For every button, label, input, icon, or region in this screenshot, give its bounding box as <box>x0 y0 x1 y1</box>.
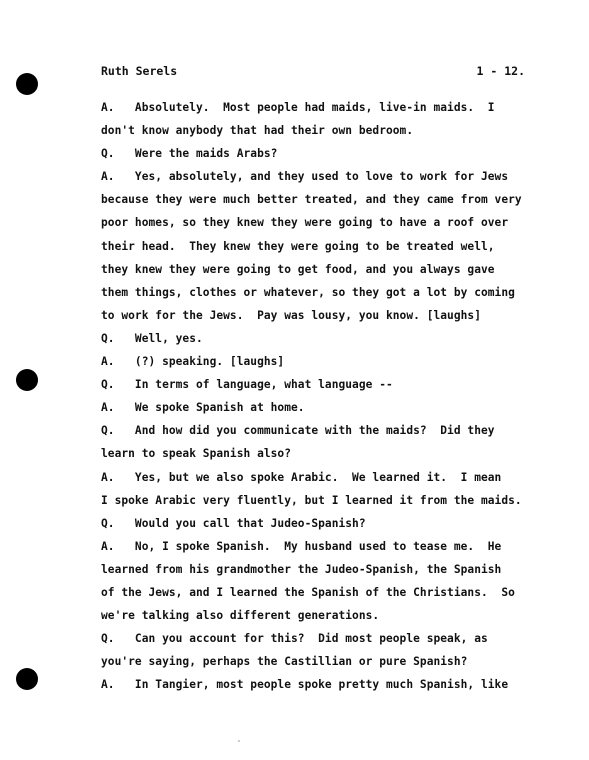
transcript-line: Q. Can you account for this? Did most people speak, as <box>101 632 488 646</box>
scan-speck <box>238 740 240 742</box>
transcript-line: learn to speak Spanish also? <box>101 447 291 461</box>
transcript-line: because they were much better treated, and they came from very <box>101 193 522 207</box>
transcript-line: of the Jews, and I learned the Spanish of the Christians. So <box>101 585 515 599</box>
transcript-line: we're talking also different generations. <box>101 609 380 623</box>
binder-hole-top <box>16 73 38 95</box>
transcript-line: Q. And how did you communicate with the maids? Did they <box>101 424 495 438</box>
binder-hole-middle <box>16 369 38 391</box>
transcript-line: to work for the Jews. Pay was lousy, you know. [laughs] <box>101 308 481 322</box>
transcript-line: learned from his grandmother the Judeo-Spanish, the Spanish <box>101 562 502 576</box>
transcript-line: Q. Were the maids Arabs? <box>101 147 278 161</box>
transcript-line: they knew they were going to get food, and you always gave <box>101 262 495 276</box>
transcript-line: their head. They knew they were going to be treated well, <box>101 239 495 253</box>
transcript-line: Q. Well, yes. <box>101 331 203 345</box>
transcript-line: you're saying, perhaps the Castillian or pure Spanish? <box>101 655 468 669</box>
transcript-line: I spoke Arabic very fluently, but I learned it from the maids. <box>101 493 522 507</box>
interviewee-name: Ruth Serels <box>101 64 178 78</box>
transcript-line: A. Yes, but we also spoke Arabic. We learned it. I mean <box>101 470 502 484</box>
transcript-line: Q. In terms of language, what language -- <box>101 378 393 392</box>
transcript-line: A. Absolutely. Most people had maids, live-in maids. I <box>101 101 495 114</box>
transcript-line: A. In Tangier, most people spoke pretty much Spanish, like <box>101 678 509 692</box>
transcript-line: don't know anybody that had their own bedroom. <box>101 124 414 138</box>
transcript-line: poor homes, so they knew they were going to have a roof over <box>101 216 509 230</box>
transcript-line: them things, clothes or whatever, so they got a lot by coming <box>101 285 515 299</box>
transcript-line: A. Yes, absolutely, and they used to love to work for Jews <box>101 170 509 184</box>
transcript-line: A. (?) speaking. [laughs] <box>101 355 285 369</box>
transcript-line: A. We spoke Spanish at home. <box>101 401 305 415</box>
page-number: 1 - 12. <box>476 64 525 78</box>
binder-hole-bottom <box>16 668 38 690</box>
transcript-line: Q. Would you call that Judeo-Spanish? <box>101 516 366 530</box>
transcript-body <box>101 96 531 696</box>
transcript-line: A. No, I spoke Spanish. My husband used to tease me. He <box>101 539 502 553</box>
